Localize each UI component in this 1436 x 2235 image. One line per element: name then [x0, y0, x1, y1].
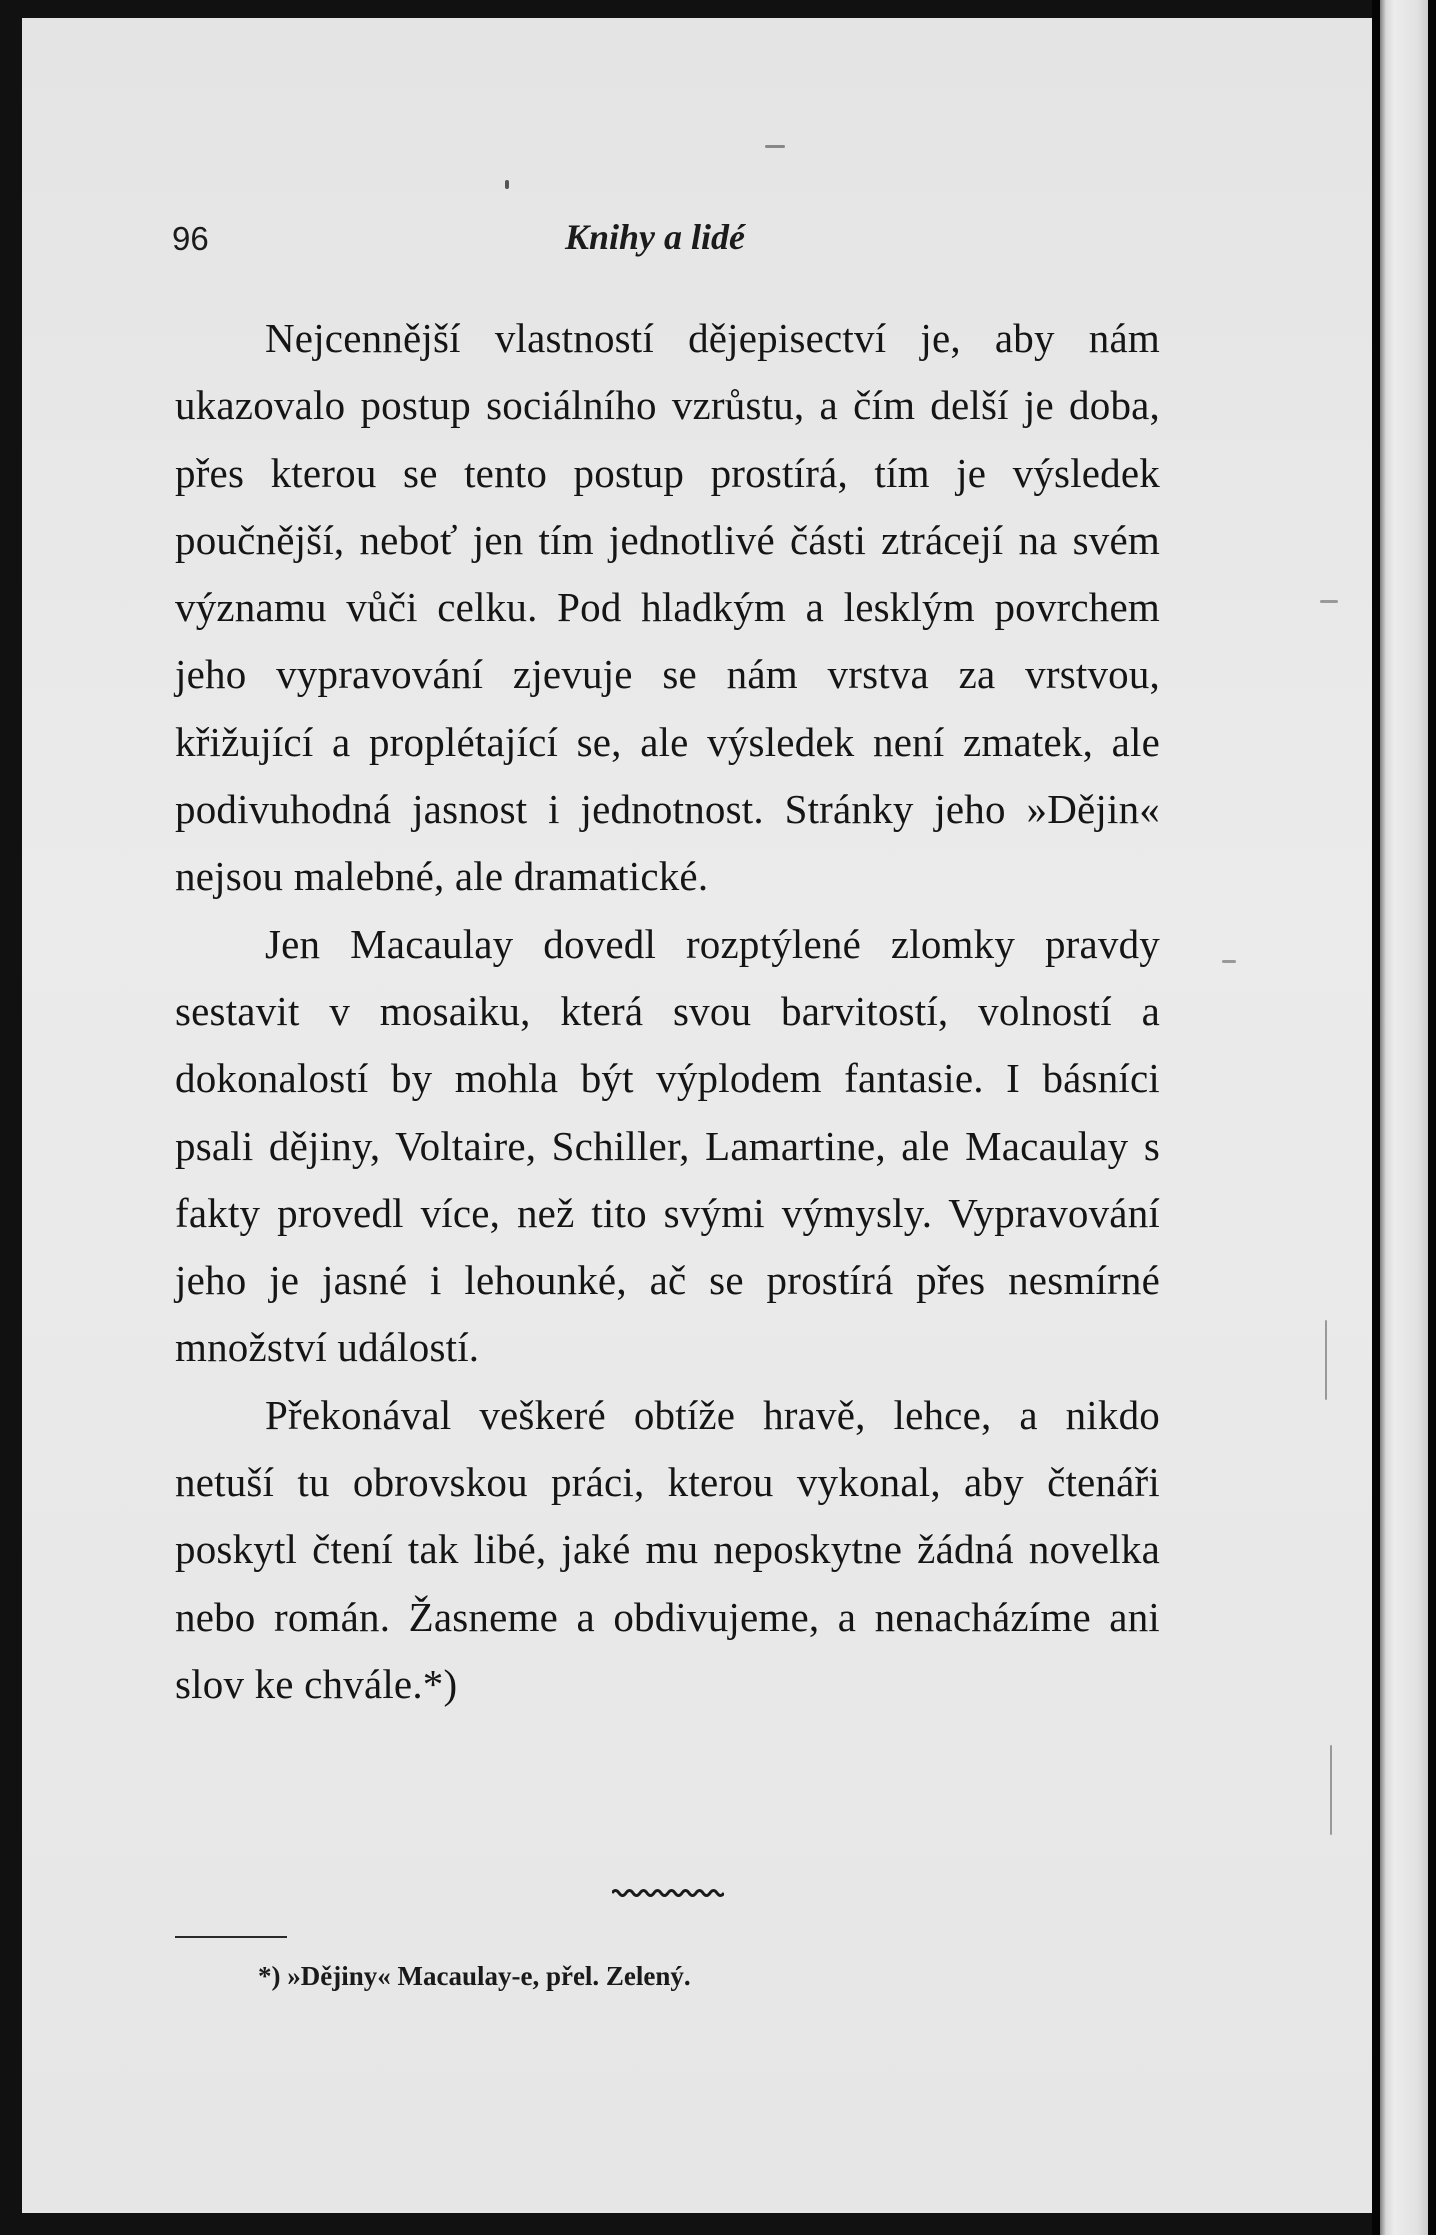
page-edge: [1372, 0, 1436, 2235]
scan-speck: [765, 145, 785, 148]
wavy-ornament: [612, 1887, 724, 1897]
paragraph-1: Nejcennější vlastností dějepisectví je, aby nám ukazovalo postup sociálního vzrůstu, a čím delší je doba, přes kterou se tento postup prostírá, tím je výsledek poučnější, neboť jen tím jednotlivé části ztrácejí na svém významu vůči celku. Pod hladkým a lesklým povrchem jeho vypravování zjevuje se nám vrstva za vrstvou, křižující a proplétající se, ale výsledek není zmatek, ale podivuhodná jasnost i jednotnost. Stránky jeho »Dějin« nejsou malebné, ale dramatické.: [175, 315, 1160, 900]
outer-edge-shadow: [1428, 0, 1436, 2235]
scan-speck: [505, 180, 509, 189]
scan-scratch: [1325, 1320, 1327, 1400]
binding-shadow: [1372, 0, 1380, 2235]
page-number: 96: [172, 220, 209, 257]
scan-speck: [1320, 600, 1338, 603]
paragraph-3: Překonával veškeré obtíže hravě, lehce, a nikdo netuší tu obrovskou práci, kterou vykonal, aby čtenáři poskytl čtení tak libé, jaké mu neposkytne žádná novelka nebo román. Žasneme a obdivujeme, a nenacházíme ani slov ke chvále.*): [175, 1391, 1160, 1707]
footnote: *) »Dějiny« Macaulay-e, přel. Zelený.: [258, 1961, 691, 1991]
scan-speck: [1222, 960, 1236, 963]
paragraph-2: Jen Macaulay dovedl rozptýlené zlomky pravdy sestavit v mosaiku, která svou barvitostí, volností a dokonalostí by mohla být výplodem fantasie. I básníci psali dějiny, Voltaire, Schiller, Lamartine, ale Macaulay s fakty provedl více, než tito svými výmysly. Vypravování jeho je jasné i lehounké, ač se prostírá přes nesmírné množství událostí.: [175, 920, 1160, 1371]
running-title: Knihy a lidé: [565, 217, 746, 257]
page-header: [170, 212, 1170, 262]
body-text: [175, 305, 1160, 1718]
footnote-rule: [175, 1936, 287, 1938]
scan-scratch: [1330, 1745, 1332, 1835]
